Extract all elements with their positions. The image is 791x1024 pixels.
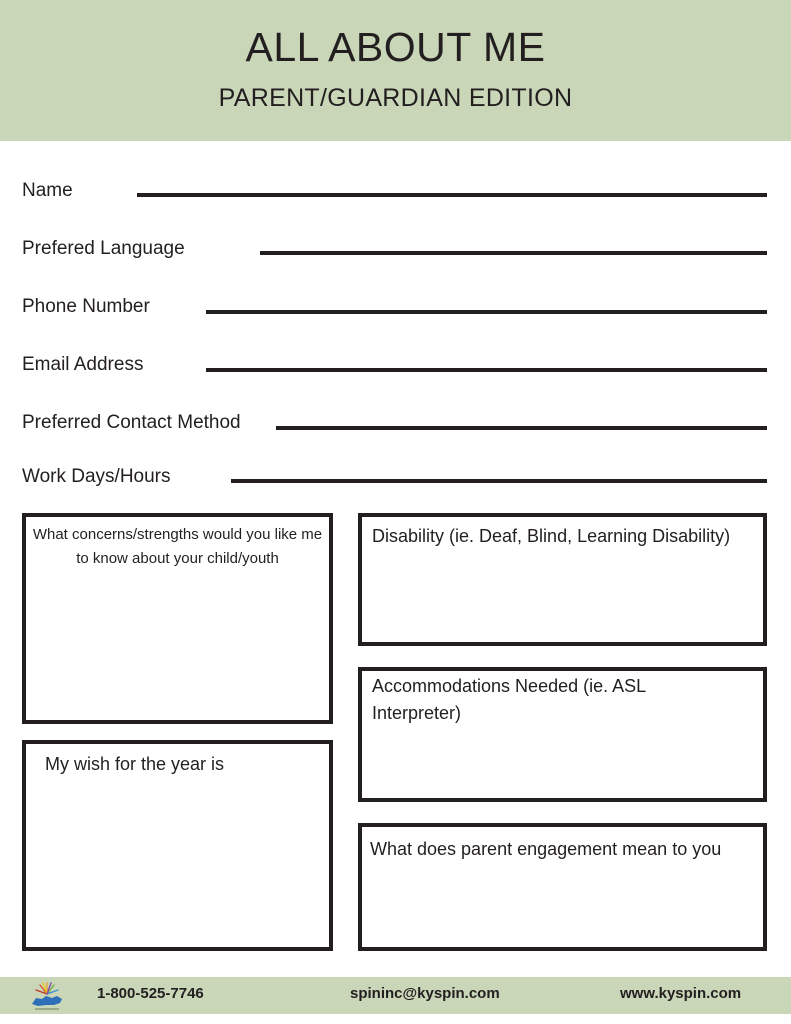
accommodations-box[interactable]: [358, 667, 767, 802]
wish-label: My wish for the year is: [45, 754, 225, 774]
disability-box[interactable]: [358, 513, 767, 646]
footer-phone[interactable]: 1-800-525-7746: [97, 985, 204, 1002]
page-subtitle: PARENT/GUARDIAN EDITION: [218, 84, 573, 112]
concerns-label: What concerns/strengths would you like me to know about your child/youth: [32, 526, 323, 567]
page-title: ALL ABOUT ME: [245, 24, 546, 70]
footer-email[interactable]: spininc@kyspin.com: [350, 985, 500, 1002]
footer-website[interactable]: www.kyspin.com: [620, 985, 742, 1002]
language-label: Prefered Language: [22, 238, 185, 259]
contact-method-line[interactable]: [276, 426, 767, 430]
name-label: Name: [22, 180, 73, 201]
phone-line[interactable]: [206, 310, 767, 314]
header-band: [0, 0, 791, 141]
disability-label: Disability (ie. Deaf, Blind, Learning Disability): [372, 526, 731, 546]
phone-label: Phone Number: [22, 296, 150, 317]
wish-box[interactable]: [22, 740, 333, 951]
work-hours-line[interactable]: [231, 479, 767, 483]
email-line[interactable]: [206, 368, 767, 372]
engagement-box[interactable]: [358, 823, 767, 951]
contact-method-label: Preferred Contact Method: [22, 412, 241, 433]
footer-band: [0, 977, 791, 1014]
engagement-label: What does parent engagement mean to you: [370, 839, 722, 859]
concerns-box[interactable]: [22, 513, 333, 724]
accommodations-label: Accommodations Needed (ie. ASL Interpreter): [372, 676, 646, 723]
work-hours-label: Work Days/Hours: [22, 466, 171, 487]
kyspin-logo-icon: [30, 980, 64, 1012]
language-line[interactable]: [260, 251, 767, 255]
name-line[interactable]: [137, 193, 767, 197]
email-label: Email Address: [22, 354, 144, 375]
